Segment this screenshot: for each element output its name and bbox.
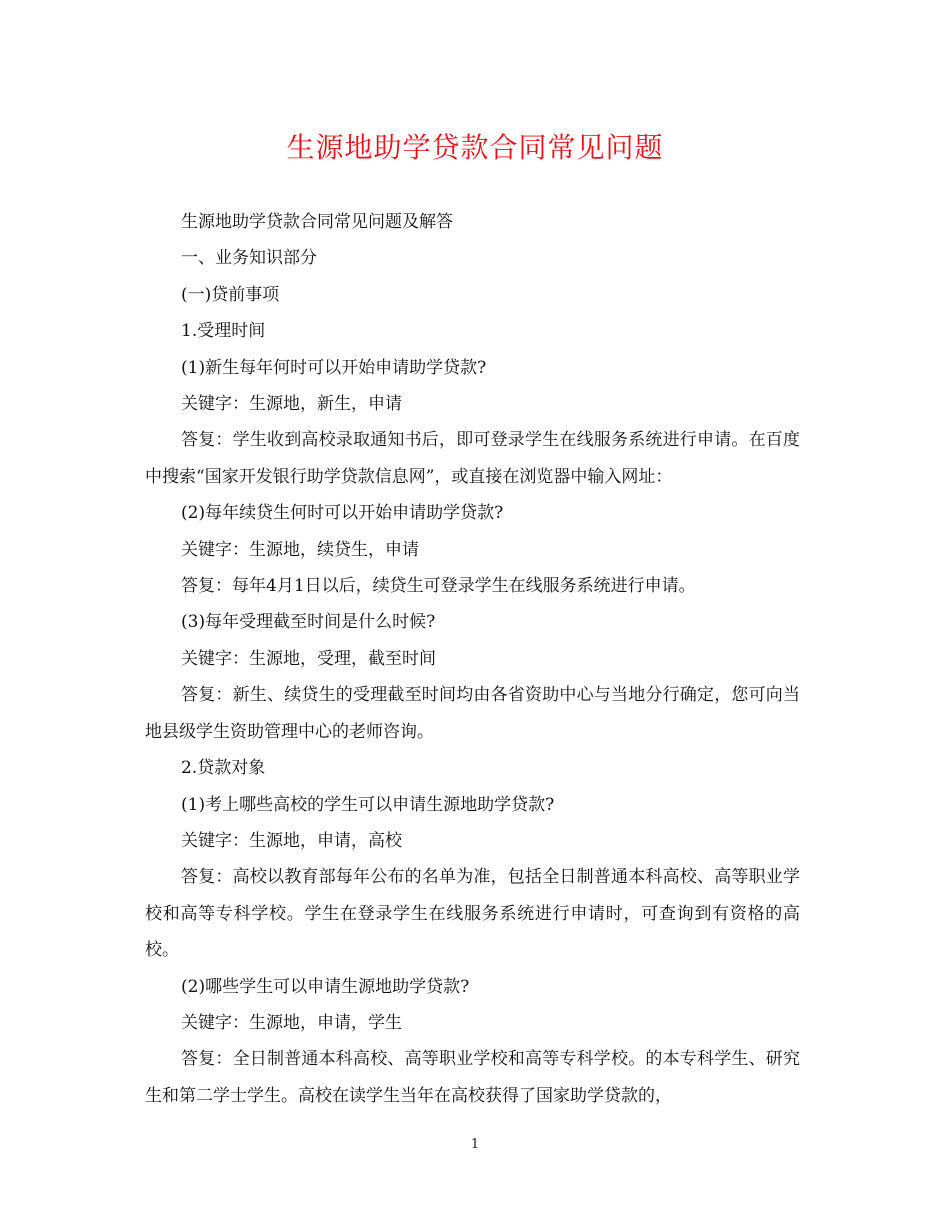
answer: 答复：新生、续贷生的受理截至时间均由各省资助中心与当地分行确定，您可向当地县级学生资助管理中心的老师咨询。 (145, 685, 800, 742)
question: (1)考上哪些高校的学生可以申请生源地助学贷款? (181, 794, 555, 815)
paragraph: 生源地助学贷款合同常见问题及解答 (181, 212, 453, 232)
question: (3)每年受理截至时间是什么时候? (181, 612, 436, 633)
answer: 答复：全日制普通本科高校、高等职业学校和高等专科学校。的本专科学生、研究生和第二学士学生。高校在读学生当年在高校获得了国家助学贷款的， (145, 1049, 800, 1106)
topic-heading: 1.受理时间 (181, 321, 266, 342)
section-heading: 一、业务知识部分 (181, 248, 317, 269)
answer: 答复：学生收到高校录取通知书后，即可登录学生在线服务系统进行申请。在百度中搜索“国家开发银行助学贷款信息网”，或直接在浏览器中输入网址： (145, 430, 800, 487)
subsection-heading: (一)贷前事项 (181, 284, 280, 305)
keywords: 关键字：生源地，新生，申请 (181, 394, 402, 415)
document-body (145, 204, 800, 1114)
page-number: 1 (470, 1137, 480, 1152)
keywords: 关键字：生源地，申请，高校 (181, 830, 402, 851)
keywords: 关键字：生源地，受理，截至时间 (181, 648, 436, 669)
keywords: 关键字：生源地，续贷生，申请 (181, 539, 419, 560)
question: (2)哪些学生可以申请生源地助学贷款? (181, 976, 470, 997)
answer: 答复：每年4月1日以后，续贷生可登录学生在线服务系统进行申请。 (181, 576, 696, 597)
topic-heading: 2.贷款对象 (181, 758, 266, 779)
question: (2)每年续贷生何时可以开始申请助学贷款? (181, 503, 504, 524)
question: (1)新生每年何时可以开始申请助学贷款? (181, 357, 487, 378)
document-title: 生源地助学贷款合同常见问题 (286, 131, 664, 164)
answer: 答复：高校以教育部每年公布的名单为准，包括全日制普通本科高校、高等职业学校和高等专科学校。学生在登录学生在线服务系统进行申请时，可查询到有资格的高校。 (145, 867, 800, 961)
keywords: 关键字：生源地，申请，学生 (181, 1012, 402, 1033)
